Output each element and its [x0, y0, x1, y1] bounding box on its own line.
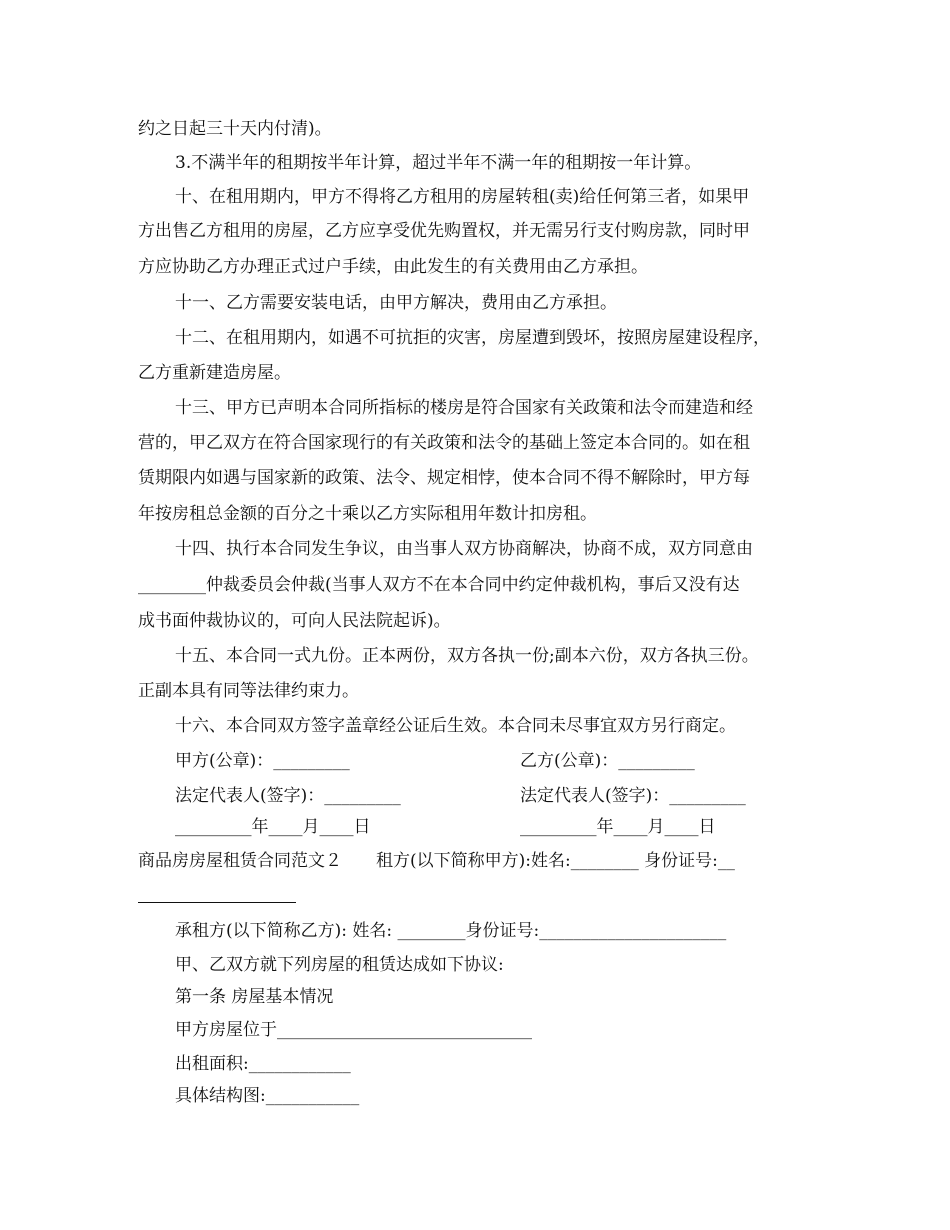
party-a-seal: 甲方(公章)：_________	[175, 751, 350, 771]
text-line: 十六、本合同双方签字盖章经公证后生效。本合同未尽事宜双方另行商定。	[175, 716, 736, 736]
text-line: 方出售乙方租用的房屋，乙方应享受优先购置权，并无需另行支付购房款，同时甲	[138, 221, 750, 241]
text-line: 十、在租用期内，甲方不得将乙方租用的房屋转租(卖)给任何第三者，如果甲	[175, 187, 750, 207]
second-contract-title-line: 商品房房屋租赁合同范文２ 租方(以下简称甲方):姓名:________ 身份证号:__	[138, 851, 735, 871]
text-line: 方应协助乙方办理正式过户手续，由此发生的有关费用由乙方承担。	[138, 257, 648, 277]
text-line: 承租方(以下简称乙方): 姓名: ________身份证号:______________________	[175, 921, 727, 941]
party-b-representative: 法定代表人(签字)：_________	[520, 786, 746, 806]
party-a-date: _________年____月____日	[175, 817, 371, 837]
text-line: 十二、在租用期内，如遇不可抗拒的灾害，房屋遭到毁坏，按照房屋建设程序，	[175, 328, 770, 348]
text-line: 甲、乙双方就下列房屋的租赁达成如下协议:	[175, 955, 504, 975]
text-line: 营的，甲乙双方在符合国家现行的有关政策和法令的基础上签定本合同的。如在租	[138, 433, 750, 453]
text-line: 第一条 房屋基本情况	[175, 987, 334, 1007]
party-a-representative: 法定代表人(签字)：_________	[175, 786, 401, 806]
text-line: 成书面仲裁协议的，可向人民法院起诉)。	[138, 611, 451, 631]
text-line: 约之日起三十天内付清)。	[138, 119, 332, 139]
text-line: 十五、本合同一式九份。正本两份，双方各执一份;副本六份，双方各执三份。	[175, 646, 759, 666]
text-line: 乙方重新建造房屋。	[138, 363, 291, 383]
text-line: 年按房租总金额的百分之十乘以乙方实际租用年数计扣房租。	[138, 504, 597, 524]
text-line: 赁期限内如遇与国家新的政策、法令、规定相悖，使本合同不得不解除时，甲方每	[138, 468, 750, 488]
text-line: 3.不满半年的租期按半年计算，超过半年不满一年的租期按一年计算。	[175, 153, 702, 173]
text-line: 出租面积:____________	[175, 1054, 351, 1074]
id-number-blank-continuation	[138, 902, 296, 903]
text-line: 甲方房屋位于______________________________	[175, 1020, 532, 1040]
text-line: 具体结构图:___________	[175, 1086, 360, 1106]
text-line: 十一、乙方需要安装电话，由甲方解决，费用由乙方承担。	[175, 293, 617, 313]
party-b-date: _________年____月____日	[520, 817, 716, 837]
text-line: 十三、甲方已声明本合同所指标的楼房是符合国家有关政策和法令而建造和经	[175, 398, 753, 418]
text-line: 正副本具有同等法律约束力。	[138, 681, 359, 701]
party-b-seal: 乙方(公章)：_________	[520, 751, 695, 771]
text-line: 十四、执行本合同发生争议，由当事人双方协商解决，协商不成，双方同意由	[175, 539, 753, 559]
text-line: ________仲裁委员会仲裁(当事人双方不在本合同中约定仲裁机构，事后又没有达	[138, 575, 740, 595]
